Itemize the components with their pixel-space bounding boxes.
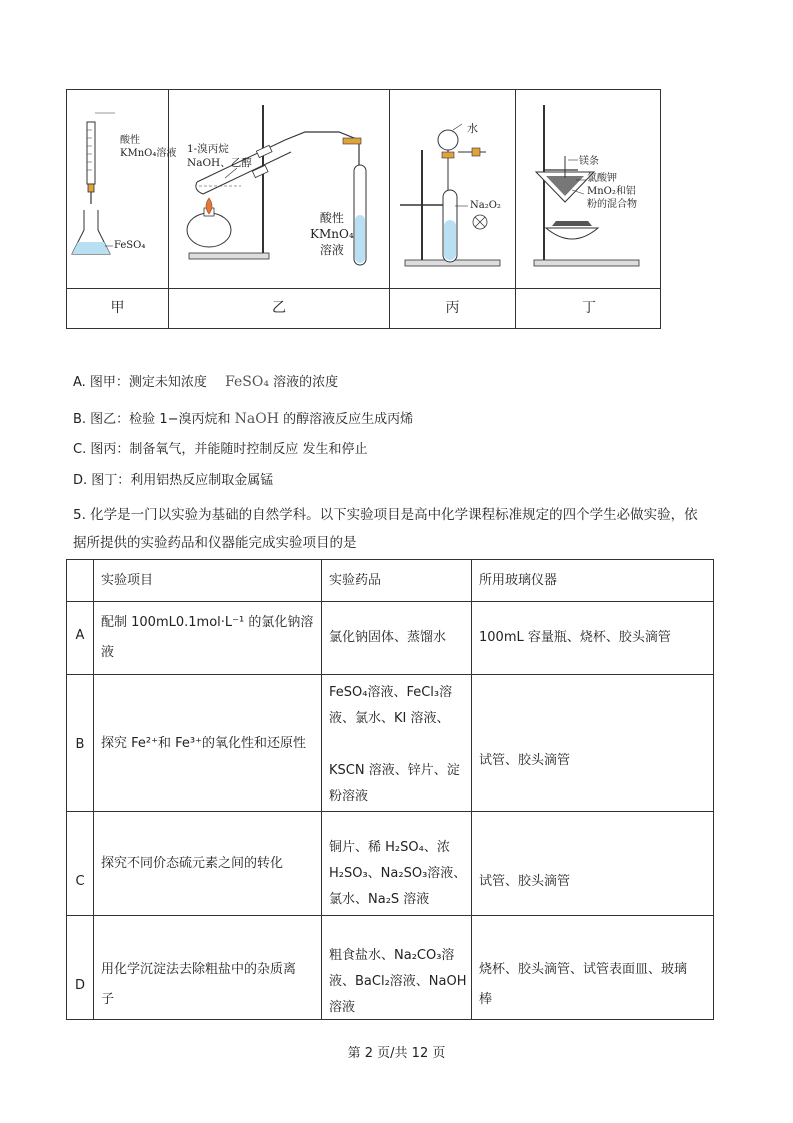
cell-line: 用化学沉淀法去除粗盐中的杂质离 — [101, 962, 297, 977]
divider — [67, 601, 713, 602]
option-a-text-end: 溶液的浓度 — [273, 375, 339, 390]
divider — [321, 560, 322, 1019]
row-c-reagents — [329, 835, 466, 913]
caption-jia: 甲 — [110, 300, 125, 316]
row-d-reagents — [329, 943, 466, 1021]
mixture-label-line: MnO₂和铝 — [587, 186, 636, 197]
tube-label-line: KMnO₄ — [310, 227, 354, 241]
question-stem-line: 5. 化学是一门以实验为基础的自然学科。以下实验项目是高中化学课程标准规定的四个学生必做实验，依 — [73, 507, 698, 523]
option-c: C. 图丙：制备氧气，并能随时控制反应 发生和停止 — [73, 442, 368, 457]
cell-line: 棒 — [479, 992, 493, 1007]
funnel-label: 水 — [467, 122, 478, 135]
cell-line: 子 — [101, 992, 115, 1007]
cell-line: 溶液 — [329, 1000, 356, 1015]
divider — [471, 560, 472, 1019]
row-d-project — [101, 955, 296, 1015]
row-label-c: C — [75, 874, 85, 889]
option-a — [73, 372, 338, 393]
row-a-project — [101, 608, 313, 668]
caption-ding: 丁 — [582, 300, 596, 316]
burette-label — [120, 134, 176, 160]
mixture-label-line: 粉的混合物 — [587, 199, 637, 210]
page-number: 第 2 页/共 12 页 — [347, 1046, 446, 1061]
cell-line: FeSO₄溶液、FeCl₃溶 — [329, 685, 453, 700]
divider — [93, 560, 94, 1019]
row-a-glassware: 100mL 容量瓶、烧杯、胶头滴管 — [479, 630, 671, 645]
burette-label-line: KMnO₄溶液 — [120, 148, 177, 159]
cell-line: 液 — [101, 645, 115, 660]
experiment-table — [66, 559, 714, 1020]
elimination-apparatus-drawing — [169, 90, 389, 288]
option-b-text: B. 图乙：检验 1−溴丙烷和 — [73, 412, 231, 427]
row-c-project: 探究不同价态硫元素之间的转化 — [101, 856, 284, 871]
cell-line: 液、氯水、KI 溶液、 — [329, 711, 450, 726]
divider — [67, 811, 713, 812]
oxygen-apparatus-drawing — [390, 90, 515, 288]
titration-apparatus-drawing — [67, 90, 168, 288]
apparatus-figure-table — [66, 89, 661, 329]
option-b-formula: NaOH — [234, 411, 279, 427]
row-label-b: B — [75, 737, 85, 752]
row-d-glassware — [479, 955, 687, 1015]
reagent-label-line: NaOH、乙醇 — [187, 157, 252, 169]
header-glassware: 所用玻璃仪器 — [479, 573, 558, 588]
row-b-project: 探究 Fe²⁺和 Fe³⁺的氧化性和还原性 — [101, 736, 306, 751]
mixture-label — [587, 172, 637, 211]
cell-line: 烧杯、胶头滴管、试管表面皿、玻璃 — [479, 962, 688, 977]
option-b — [73, 409, 413, 430]
row-a-reagents: 氯化钠固体、蒸馏水 — [329, 630, 447, 645]
row-label-a: A — [75, 628, 85, 643]
cell-line: KSCN 溶液、锌片、淀 — [329, 763, 460, 778]
cell-line: H₂SO₃、Na₂SO₃溶液、 — [329, 866, 467, 881]
tube-label — [310, 210, 354, 258]
solid-label: Na₂O₂ — [470, 200, 501, 211]
cell-line: 粉溶液 — [329, 789, 369, 804]
option-d: D. 图丁：利用铝热反应制取金属锰 — [73, 473, 274, 488]
option-a-text: A. 图甲：测定未知浓度 — [73, 375, 207, 390]
question-stem-line: 据所提供的实验药品和仪器能完成实验项目的是 — [73, 535, 357, 551]
cell-gap — [329, 732, 460, 758]
row-b-reagents — [329, 680, 460, 810]
cell-line: 粗食盐水、Na₂CO₃溶 — [329, 948, 455, 963]
option-a-formula: FeSO₄ — [225, 374, 269, 390]
row-label-d: D — [74, 978, 85, 993]
cell-line: 铜片、稀 H₂SO₄、浓 — [329, 840, 450, 855]
divider — [67, 674, 713, 675]
mixture-label-line: 氯酸钾 — [587, 173, 617, 184]
tube-label-line: 酸性 — [319, 211, 344, 225]
burette-label-line: 酸性 — [120, 135, 140, 146]
header-project: 实验项目 — [101, 573, 154, 588]
cell-line: 配制 100mL0.1mol·L⁻¹ 的氯化钠溶 — [101, 615, 314, 630]
flask-label: FeSO₄ — [114, 240, 146, 251]
caption-bing: 丙 — [445, 300, 460, 316]
mg-label: 镁条 — [579, 156, 599, 167]
caption-yi: 乙 — [272, 300, 286, 316]
cell-line: 氯水、Na₂S 溶液 — [329, 892, 430, 907]
option-b-text-end: 的醇溶液反应生成丙烯 — [283, 412, 414, 427]
header-reagents: 实验药品 — [329, 573, 382, 588]
row-c-glassware: 试管、胶头滴管 — [479, 874, 571, 889]
cell-line: 液、BaCl₂溶液、NaOH — [329, 974, 467, 989]
reagent-label — [187, 142, 252, 170]
divider — [67, 915, 713, 916]
reagent-label-line: 1-溴丙烷 — [187, 143, 229, 155]
tube-label-line: 溶液 — [319, 243, 344, 257]
row-b-glassware: 试管、胶头滴管 — [479, 753, 571, 768]
